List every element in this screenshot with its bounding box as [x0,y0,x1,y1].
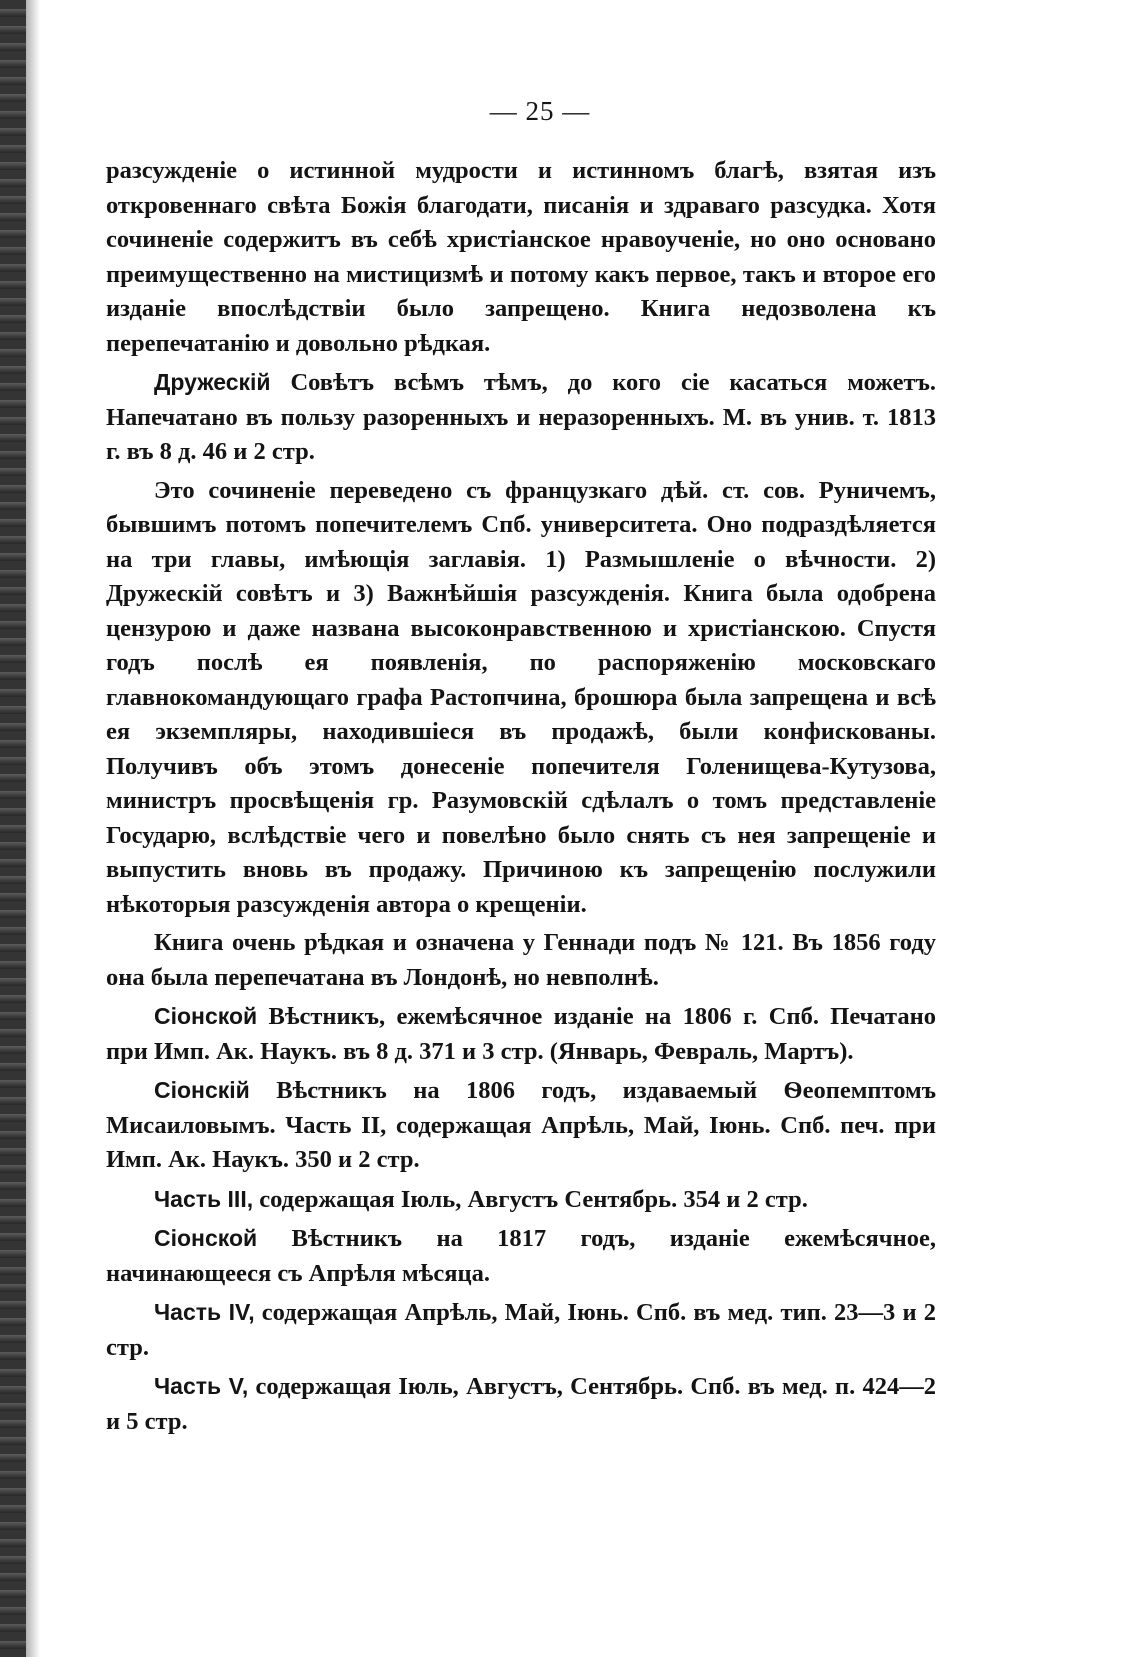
paragraph-text: содержащая Іюль, Августъ, Сентябрь. Спб. въ мед. п. 424—2 и 5 стр. [106,1373,936,1435]
paragraph-sionskoy-vestnik-1817 [106,1221,936,1291]
paragraph-text: Это сочиненіе переведено съ французкаго дѣй. ст. сов. Руничемъ, бывшимъ потомъ попечителемъ Спб. университета. Оно подраздѣляется на три главы, имѣющія заглавія. 1) Размышленіе о вѣчности. 2) Дружескій совѣтъ и 3) Важнѣйшія разсужденія. Книга была одобрена цензурою и даже названа высоконравственною и христіанскою. Спустя годъ послѣ ея появленія, по распоряженію московскаго главнокомандующаго графа Растопчина, брошюра была запрещена и всѣ ея экземпляры, находившіеся въ продажѣ, были конфискованы. Получивъ объ этомъ донесеніе попечителя Голенищева-Кутузова, министръ просвѣщенія гр. Разумовскій сдѣлалъ о томъ представленіе Государю, вслѣдствіе чего и повелѣно было снять съ нея запрещеніе и выпустить вновь въ продажу. Причиною къ запрещенію послужили нѣкоторыя разсужденія автора о крещеніи. [106,476,936,918]
entry-heading: Сіонскій [154,1077,250,1103]
paragraph-text: Вѣстникъ, ежемѣсячное изданіе на 1806 г. Спб. Печатано при Имп. Ак. Наукъ. въ 8 д. 371 и 3 стр. (Январь, Февраль, Мартъ). [106,1003,936,1065]
paragraph-text: Вѣстникъ на 1806 годъ, издаваемый Ѳеопемптомъ Мисаиловымъ. Часть II, содержащая Апрѣль, Май, Іюнь. Спб. печ. при Имп. Ак. Наукъ. 350 и 2 стр. [106,1077,936,1173]
entry-heading: Сіонской [154,1003,258,1029]
paragraph-text: содержащая Іюль, Августъ Сентябрь. 354 и 2 стр. [253,1185,808,1213]
paragraph-continuation [106,154,936,361]
entry-heading: Сіонской [154,1225,258,1251]
paragraph-commentary [106,474,936,923]
page-number: — 25 — [489,96,591,126]
paragraph-part4 [106,1295,936,1365]
paragraph-sionskiy-vestnik-part2 [106,1073,936,1178]
paragraph-text: разсужденіе о истинной мудрости и истинномъ благѣ, взятая изъ откровеннаго свѣта Божія благодати, писанія и здраваго разсудка. Хотя сочиненіе содержитъ въ себѣ христіанское нравоученіе, но оно основано преимущественно на мистицизмѣ и потому какъ первое, такъ и второе его изданіе впослѣдствіи было запрещено. Книга недозволена къ перепечатанію и довольно рѣдкая. [106,157,936,357]
document-body [106,154,936,1443]
entry-heading: Часть III, [154,1185,254,1212]
paragraph-sionskoy-vestnik-1806 [106,999,936,1069]
entry-heading: Часть IV, [154,1299,255,1325]
paragraph-text: Книга очень рѣдкая и означена у Геннади подъ № 121. Въ 1856 году она была перепечатана въ Лондонѣ, но невполнѣ. [106,929,936,991]
paragraph-part5 [106,1369,936,1439]
paragraph-text: Совѣтъ всѣмъ тѣмъ, до кого сіе касаться можетъ. Напечатано въ пользу разоренныхъ и неразоренныхъ. М. въ унив. т. 1813 г. въ 8 д. 46 и 2 стр. [106,369,936,465]
paragraph-text: содержащая Апрѣль, Май, Іюнь. Спб. въ мед. тип. 23—3 и 2 стр. [106,1299,937,1361]
paragraph-text: Вѣстникъ на 1817 годъ, изданіе ежемѣсячное, начинающееся съ Апрѣля мѣсяца. [106,1225,936,1287]
paragraph-part3 [106,1182,936,1218]
scanned-page-edge [0,0,26,1657]
paragraph-rarity-note [106,926,936,995]
paragraph-druzheskiy-sovet [106,365,936,470]
entry-heading: Часть V, [154,1373,249,1399]
page-edge-shadow [26,0,40,1657]
entry-heading: Дружескій [154,369,271,395]
